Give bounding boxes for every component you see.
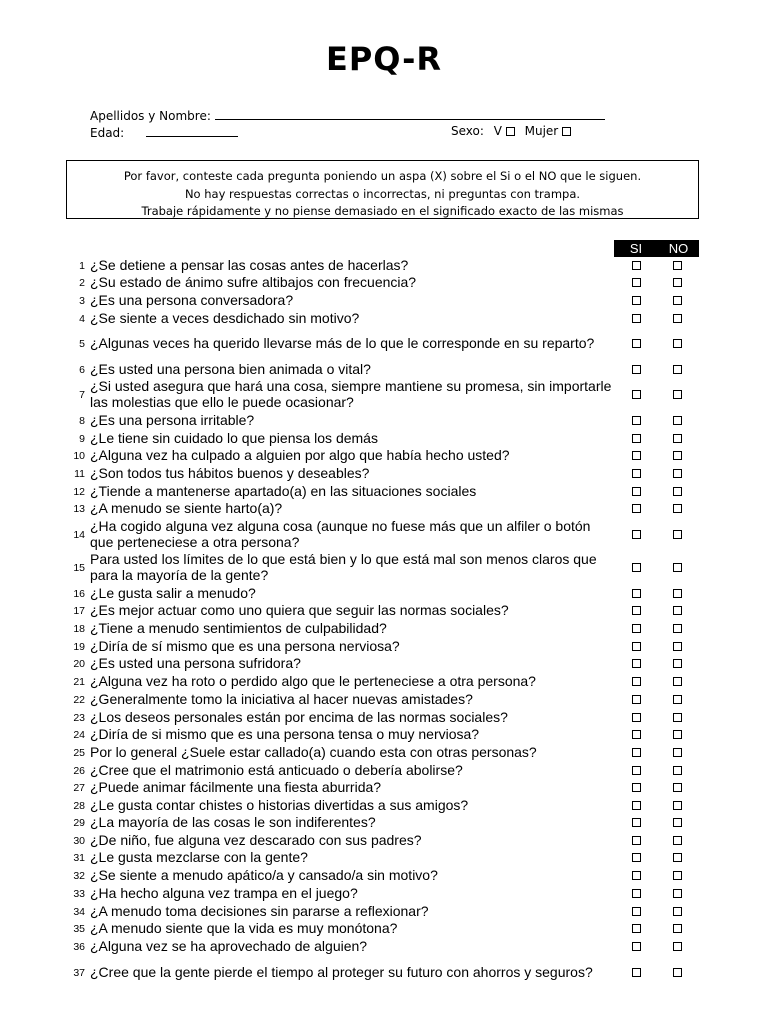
answer-no-checkbox[interactable] bbox=[673, 766, 682, 775]
answer-no-checkbox[interactable] bbox=[673, 469, 682, 478]
answer-no-checkbox[interactable] bbox=[673, 296, 682, 305]
answer-no-checkbox[interactable] bbox=[673, 968, 682, 977]
answer-no-checkbox[interactable] bbox=[673, 642, 682, 651]
question-number: 37 bbox=[73, 967, 85, 979]
question-text: ¿Cree que el matrimonio está anticuado o debería abolirse? bbox=[90, 762, 463, 778]
answer-si-checkbox[interactable] bbox=[632, 278, 641, 287]
question-number: 5 bbox=[79, 338, 85, 350]
sex-v-checkbox[interactable] bbox=[506, 127, 515, 136]
answer-si-checkbox[interactable] bbox=[632, 530, 641, 539]
question-text: ¿Es una persona conversadora? bbox=[90, 292, 294, 308]
question-number: 32 bbox=[73, 870, 85, 882]
question-number: 35 bbox=[73, 923, 85, 935]
name-label: Apellidos y Nombre: bbox=[90, 109, 211, 123]
question-text: ¿A menudo siente que la vida es muy monótona? bbox=[90, 920, 398, 936]
answer-si-checkbox[interactable] bbox=[632, 606, 641, 615]
question-text: ¿Alguna vez se ha aprovechado de alguien? bbox=[90, 938, 368, 954]
name-field[interactable] bbox=[215, 108, 605, 120]
answer-no-checkbox[interactable] bbox=[673, 818, 682, 827]
answer-si-checkbox[interactable] bbox=[632, 942, 641, 951]
answer-si-checkbox[interactable] bbox=[632, 434, 641, 443]
question-text: ¿Le gusta contar chistes o historias divertidas a sus amigos? bbox=[90, 797, 469, 813]
age-field[interactable] bbox=[146, 125, 238, 137]
sex-mujer-checkbox[interactable] bbox=[562, 127, 571, 136]
column-header-si: SI bbox=[614, 240, 658, 257]
question-text: ¿De niño, fue alguna vez descarado con sus padres? bbox=[90, 832, 422, 848]
question-number: 24 bbox=[73, 729, 85, 741]
question-number: 29 bbox=[73, 817, 85, 829]
question-text: ¿Se siente a veces desdichado sin motivo? bbox=[90, 310, 360, 326]
question-number: 12 bbox=[73, 486, 85, 498]
answer-si-checkbox[interactable] bbox=[632, 563, 641, 572]
question-text: ¿A menudo toma decisiones sin pararse a reflexionar? bbox=[90, 903, 429, 919]
answer-no-checkbox[interactable] bbox=[673, 606, 682, 615]
answer-si-checkbox[interactable] bbox=[632, 836, 641, 845]
answer-si-checkbox[interactable] bbox=[632, 748, 641, 757]
answer-no-checkbox[interactable] bbox=[673, 924, 682, 933]
answer-no-checkbox[interactable] bbox=[673, 434, 682, 443]
answer-no-checkbox[interactable] bbox=[673, 836, 682, 845]
instruction-line: No hay respuestas correctas o incorrectas, ni preguntas con trampa. bbox=[184, 186, 581, 201]
answer-si-checkbox[interactable] bbox=[632, 469, 641, 478]
answer-si-checkbox[interactable] bbox=[632, 261, 641, 270]
question-number: 11 bbox=[74, 468, 85, 480]
answer-no-checkbox[interactable] bbox=[673, 748, 682, 757]
question-text: ¿Generalmente tomo la iniciativa al hacer nuevas amistades? bbox=[90, 691, 473, 707]
sex-field bbox=[451, 124, 571, 138]
question-number: 9 bbox=[79, 433, 85, 445]
instruction-line: Por favor, conteste cada pregunta poniendo un aspa (X) sobre el Si o el NO que le siguen. bbox=[123, 169, 642, 183]
answer-si-checkbox[interactable] bbox=[632, 766, 641, 775]
answer-si-checkbox[interactable] bbox=[632, 314, 641, 323]
answer-si-checkbox[interactable] bbox=[632, 589, 641, 598]
question-text: ¿Es usted una persona sufridora? bbox=[90, 655, 301, 671]
answer-no-checkbox[interactable] bbox=[673, 659, 682, 668]
answer-si-checkbox[interactable] bbox=[632, 853, 641, 862]
answer-no-checkbox[interactable] bbox=[673, 783, 682, 792]
question-text: ¿Le gusta salir a menudo? bbox=[90, 585, 256, 601]
answer-si-checkbox[interactable] bbox=[632, 730, 641, 739]
question-number: 15 bbox=[73, 562, 85, 574]
question-text: ¿Alguna vez ha culpado a alguien por algo que había hecho usted? bbox=[90, 447, 510, 463]
answer-si-checkbox[interactable] bbox=[632, 713, 641, 722]
answer-no-checkbox[interactable] bbox=[673, 695, 682, 704]
question-text: ¿Diría de si mismo que es una persona tensa o muy nerviosa? bbox=[90, 726, 480, 742]
question-number: 16 bbox=[73, 588, 85, 600]
answer-no-checkbox[interactable] bbox=[673, 871, 682, 880]
answer-si-checkbox[interactable] bbox=[632, 677, 641, 686]
sex-v-label: V bbox=[493, 124, 502, 138]
question-number: 14 bbox=[73, 529, 85, 541]
question-text: ¿Puede animar fácilmente una fiesta aburrida? bbox=[90, 779, 382, 795]
question-number: 18 bbox=[73, 623, 85, 635]
question-number: 4 bbox=[79, 313, 85, 325]
answer-no-checkbox[interactable] bbox=[673, 889, 682, 898]
answer-no-checkbox[interactable] bbox=[673, 365, 682, 374]
answer-si-checkbox[interactable] bbox=[632, 487, 641, 496]
answer-no-checkbox[interactable] bbox=[673, 339, 682, 348]
question-number: 8 bbox=[79, 415, 85, 427]
question-text: ¿Le tiene sin cuidado lo que piensa los demás bbox=[90, 430, 378, 446]
question-text: Por lo general ¿Suele estar callado(a) cuando esta con otras personas? bbox=[90, 744, 537, 760]
question-text: ¿Tiene a menudo sentimientos de culpabilidad? bbox=[90, 620, 387, 636]
question-number: 34 bbox=[73, 906, 85, 918]
instructions-box bbox=[66, 160, 699, 219]
answer-no-checkbox[interactable] bbox=[673, 801, 682, 810]
answer-no-checkbox[interactable] bbox=[673, 730, 682, 739]
question-text: ¿Es mejor actuar como uno quiera que seguir las normas sociales? bbox=[90, 602, 509, 618]
answer-no-checkbox[interactable] bbox=[673, 416, 682, 425]
question-text: ¿Se siente a menudo apático/a y cansado/a sin motivo? bbox=[90, 867, 438, 883]
question-number: 6 bbox=[79, 364, 85, 376]
answer-si-checkbox[interactable] bbox=[632, 659, 641, 668]
answer-no-checkbox[interactable] bbox=[673, 942, 682, 951]
answer-no-checkbox[interactable] bbox=[673, 451, 682, 460]
answer-no-checkbox[interactable] bbox=[673, 624, 682, 633]
question-number: 7 bbox=[79, 389, 85, 401]
question-number: 21 bbox=[73, 676, 85, 688]
answer-si-checkbox[interactable] bbox=[632, 889, 641, 898]
question-text: ¿Le gusta mezclarse con la gente? bbox=[90, 849, 308, 865]
question-number: 20 bbox=[73, 658, 85, 670]
answer-no-checkbox[interactable] bbox=[673, 713, 682, 722]
answer-si-checkbox[interactable] bbox=[632, 907, 641, 916]
sex-mujer-label: Mujer bbox=[524, 124, 559, 138]
question-text: ¿Es usted una persona bien animada o vital? bbox=[90, 361, 371, 377]
answer-no-checkbox[interactable] bbox=[673, 278, 682, 287]
answer-si-checkbox[interactable] bbox=[632, 968, 641, 977]
question-number: 19 bbox=[73, 641, 85, 653]
answer-no-checkbox[interactable] bbox=[673, 563, 682, 572]
answer-no-checkbox[interactable] bbox=[673, 487, 682, 496]
answer-si-checkbox[interactable] bbox=[632, 624, 641, 633]
question-number: 10 bbox=[73, 450, 85, 462]
answer-no-checkbox[interactable] bbox=[673, 530, 682, 539]
answer-si-checkbox[interactable] bbox=[632, 339, 641, 348]
answer-no-checkbox[interactable] bbox=[673, 589, 682, 598]
answer-si-checkbox[interactable] bbox=[632, 871, 641, 880]
question-text: ¿La mayoría de las cosas le son indiferentes? bbox=[90, 814, 376, 830]
answer-no-checkbox[interactable] bbox=[673, 504, 682, 513]
question-text: ¿A menudo se siente harto(a)? bbox=[90, 500, 283, 516]
question-text: ¿Alguna vez ha roto o perdido algo que le perteneciese a otra persona? bbox=[90, 673, 536, 689]
question-number: 23 bbox=[73, 712, 85, 724]
question-text: ¿Se detiene a pensar las cosas antes de hacerlas? bbox=[90, 257, 409, 273]
answer-no-checkbox[interactable] bbox=[673, 853, 682, 862]
question-number: 33 bbox=[73, 888, 85, 900]
page-title: EPQ-R bbox=[325, 40, 443, 78]
age-row bbox=[90, 125, 238, 140]
column-header-no: NO bbox=[658, 240, 699, 257]
question-number: 27 bbox=[73, 782, 85, 794]
answer-si-checkbox[interactable] bbox=[632, 451, 641, 460]
question-text: ¿Son todos tus hábitos buenos y deseables? bbox=[90, 465, 370, 481]
question-text: ¿Cree que la gente pierde el tiempo al proteger su futuro con ahorros y seguros? bbox=[90, 964, 593, 980]
answer-si-checkbox[interactable] bbox=[632, 416, 641, 425]
question-number: 26 bbox=[73, 765, 85, 777]
answer-si-checkbox[interactable] bbox=[632, 783, 641, 792]
question-text: ¿Algunas veces ha querido llevarse más de lo que le corresponde en su reparto? bbox=[90, 335, 595, 351]
question-number: 17 bbox=[73, 605, 85, 617]
question-text: ¿Tiende a mantenerse apartado(a) en las situaciones sociales bbox=[90, 483, 477, 499]
answer-no-checkbox[interactable] bbox=[673, 390, 682, 399]
age-label: Edad: bbox=[90, 126, 125, 140]
question-number: 13 bbox=[73, 503, 85, 515]
answer-no-checkbox[interactable] bbox=[673, 314, 682, 323]
question-number: 25 bbox=[73, 747, 85, 759]
answer-si-checkbox[interactable] bbox=[632, 365, 641, 374]
answer-si-checkbox[interactable] bbox=[632, 642, 641, 651]
answer-no-checkbox[interactable] bbox=[673, 261, 682, 270]
question-text: ¿Diría de sí mismo que es una persona nerviosa? bbox=[90, 638, 400, 654]
answer-si-checkbox[interactable] bbox=[632, 924, 641, 933]
instruction-line: Trabaje rápidamente y no piense demasiado en el significado exacto de las mismas bbox=[141, 204, 624, 218]
question-number: 22 bbox=[73, 694, 85, 706]
question-number: 28 bbox=[73, 800, 85, 812]
question-text: ¿Si usted asegura que hará una cosa, siempre mantiene su promesa, sin importarle las molestias que ello le puede ocasionar? bbox=[90, 378, 612, 410]
question-number: 30 bbox=[73, 835, 85, 847]
question-text: ¿Su estado de ánimo sufre altibajos con frecuencia? bbox=[90, 274, 417, 290]
answer-no-checkbox[interactable] bbox=[673, 677, 682, 686]
question-text: ¿Ha hecho alguna vez trampa en el juego? bbox=[90, 885, 358, 901]
answer-no-checkbox[interactable] bbox=[673, 907, 682, 916]
answer-si-checkbox[interactable] bbox=[632, 801, 641, 810]
answer-si-checkbox[interactable] bbox=[632, 390, 641, 399]
question-text: Para usted los límites de lo que está bien y lo que está mal son menos claros que para la mayoría de la gente? bbox=[90, 551, 597, 583]
question-number: 3 bbox=[79, 295, 85, 307]
question-text: ¿Es una persona irritable? bbox=[90, 412, 255, 428]
question-number: 36 bbox=[73, 941, 85, 953]
answer-si-checkbox[interactable] bbox=[632, 296, 641, 305]
name-row bbox=[90, 108, 605, 123]
answer-si-checkbox[interactable] bbox=[632, 504, 641, 513]
question-number: 31 bbox=[73, 852, 85, 864]
answer-si-checkbox[interactable] bbox=[632, 695, 641, 704]
question-text: ¿Los deseos personales están por encima de las normas sociales? bbox=[90, 709, 508, 725]
question-text: ¿Ha cogido alguna vez alguna cosa (aunque no fuese más que un alfiler o botón que perteneciese a otra persona? bbox=[90, 518, 591, 550]
question-number: 1 bbox=[79, 260, 85, 272]
sex-label: Sexo: bbox=[451, 124, 484, 138]
answer-si-checkbox[interactable] bbox=[632, 818, 641, 827]
question-number: 2 bbox=[79, 277, 85, 289]
